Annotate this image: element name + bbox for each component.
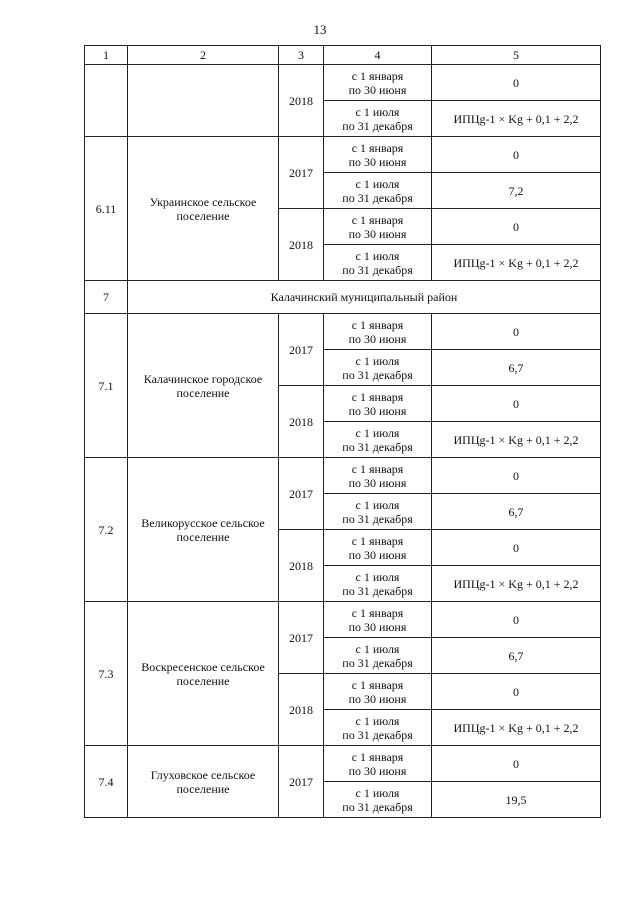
- period-label: с 1 июля по 31 декабря: [342, 176, 413, 205]
- year-cell: 2017: [279, 602, 324, 674]
- period-label: с 1 июля по 31 декабря: [342, 569, 413, 598]
- settlement-name: Воскресенское сельское поселение: [128, 602, 279, 746]
- year-cell: 2018: [279, 674, 324, 746]
- period-label: с 1 января по 30 июня: [348, 317, 407, 346]
- rate-value: 6,7: [432, 494, 601, 530]
- period-label: с 1 января по 30 июня: [348, 533, 407, 562]
- period-label: с 1 июля по 31 декабря: [342, 497, 413, 526]
- rate-value: 0: [432, 602, 601, 638]
- table-row: [85, 602, 601, 638]
- rate-value: 0: [432, 209, 601, 245]
- header-cell-5: 5: [432, 46, 601, 65]
- rate-value: 0: [432, 746, 601, 782]
- period-label: с 1 июля по 31 декабря: [342, 353, 413, 382]
- continuation-number-cell: [85, 65, 128, 137]
- settlement-number: 7.3: [85, 602, 128, 746]
- period-label: с 1 января по 30 июня: [348, 389, 407, 418]
- period-label: с 1 июля по 31 декабря: [342, 248, 413, 277]
- header-cell-4: 4: [324, 46, 432, 65]
- continuation-name-cell: [128, 65, 279, 137]
- header-cell-1: 1: [85, 46, 128, 65]
- rate-value: ИПЦg-1 × Kg + 0,1 + 2,2: [432, 422, 601, 458]
- rate-value: 0: [432, 65, 601, 101]
- year-cell: 2018: [279, 386, 324, 458]
- rate-value: 0: [432, 314, 601, 350]
- year-cell: 2018: [279, 530, 324, 602]
- period-first-half: [324, 746, 432, 782]
- rate-value: 0: [432, 386, 601, 422]
- period-second-half: [324, 350, 432, 386]
- settlement-name: Калачинское городское поселение: [128, 314, 279, 458]
- year-cell: 2017: [279, 746, 324, 818]
- rate-value: 0: [432, 137, 601, 173]
- rate-value: ИПЦg-1 × Kg + 0,1 + 2,2: [432, 101, 601, 137]
- settlement-name: Украинское сельское поселение: [128, 137, 279, 281]
- tariff-table: [84, 45, 601, 818]
- section-row: [85, 281, 601, 314]
- year-cell: 2017: [279, 137, 324, 209]
- period-second-half: [324, 245, 432, 281]
- period-label: с 1 июля по 31 декабря: [342, 785, 413, 814]
- period-label: с 1 июля по 31 декабря: [342, 713, 413, 742]
- continuation-year-cell: 2018: [279, 65, 324, 137]
- period-first-half: [324, 137, 432, 173]
- settlement-number: 6.11: [85, 137, 128, 281]
- rate-value: ИПЦg-1 × Kg + 0,1 + 2,2: [432, 710, 601, 746]
- period-second-half: [324, 710, 432, 746]
- table-row: [85, 314, 601, 350]
- header-cell-3: 3: [279, 46, 324, 65]
- period-second-half: [324, 566, 432, 602]
- period-label: с 1 июля по 31 декабря: [342, 425, 413, 454]
- period-label: с 1 января по 30 июня: [348, 749, 407, 778]
- period-first-half: [324, 209, 432, 245]
- year-cell: 2018: [279, 209, 324, 281]
- section-number: 7: [85, 281, 128, 314]
- section-title: Калачинский муниципальный район: [128, 281, 601, 314]
- table-row: [85, 746, 601, 782]
- page-number: 13: [313, 22, 327, 37]
- rate-value: 19,5: [432, 782, 601, 818]
- period-second-half: [324, 422, 432, 458]
- period-label: с 1 января по 30 июня: [348, 140, 407, 169]
- settlement-name: Глуховское сельское поселение: [128, 746, 279, 818]
- rate-value: ИПЦg-1 × Kg + 0,1 + 2,2: [432, 245, 601, 281]
- period-label: с 1 июля по 31 декабря: [342, 641, 413, 670]
- period-second-half: [324, 638, 432, 674]
- period-first-half: [324, 458, 432, 494]
- period-label: с 1 июля по 31 декабря: [342, 104, 413, 133]
- tariff-table-body: [85, 46, 601, 818]
- rate-value: 6,7: [432, 638, 601, 674]
- header-cell-2: 2: [128, 46, 279, 65]
- continuation-row-first-half: [85, 65, 601, 101]
- year-cell: 2017: [279, 458, 324, 530]
- settlement-number: 7.2: [85, 458, 128, 602]
- settlement-number: 7.4: [85, 746, 128, 818]
- period-label: с 1 января по 30 июня: [348, 212, 407, 241]
- table-row: [85, 137, 601, 173]
- settlement-number: 7.1: [85, 314, 128, 458]
- rate-value: 0: [432, 530, 601, 566]
- year-cell: 2017: [279, 314, 324, 386]
- rate-value: 6,7: [432, 350, 601, 386]
- header-row: [85, 46, 601, 65]
- rate-value: 7,2: [432, 173, 601, 209]
- period-second-half: [324, 494, 432, 530]
- period-first-half: [324, 314, 432, 350]
- period-first-half: [324, 674, 432, 710]
- period-second-half: [324, 101, 432, 137]
- period-second-half: [324, 782, 432, 818]
- period-first-half: [324, 602, 432, 638]
- period-label: с 1 января по 30 июня: [348, 461, 407, 490]
- period-first-half: [324, 65, 432, 101]
- period-first-half: [324, 386, 432, 422]
- period-label: с 1 января по 30 июня: [348, 605, 407, 634]
- settlement-name: Великорусское сельское поселение: [128, 458, 279, 602]
- table-row: [85, 458, 601, 494]
- period-label: с 1 января по 30 июня: [348, 677, 407, 706]
- period-label: с 1 января по 30 июня: [348, 68, 407, 97]
- rate-value: 0: [432, 458, 601, 494]
- period-first-half: [324, 530, 432, 566]
- rate-value: 0: [432, 674, 601, 710]
- period-second-half: [324, 173, 432, 209]
- rate-value: ИПЦg-1 × Kg + 0,1 + 2,2: [432, 566, 601, 602]
